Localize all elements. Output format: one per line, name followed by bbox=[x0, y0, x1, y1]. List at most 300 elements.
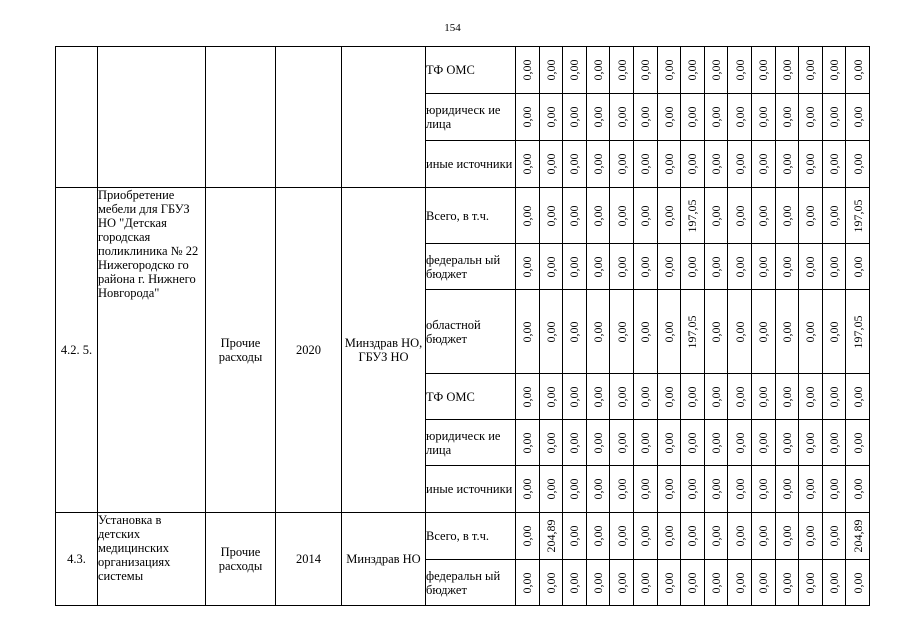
value-text: 0,00 bbox=[614, 106, 629, 128]
value-cell bbox=[610, 188, 634, 244]
value-cell bbox=[610, 47, 634, 94]
value-text: 0,00 bbox=[779, 153, 794, 175]
value-text: 0,00 bbox=[543, 153, 558, 175]
value-cell bbox=[704, 94, 728, 141]
value-cell bbox=[799, 141, 823, 188]
value-cell bbox=[728, 290, 752, 374]
value-cell bbox=[751, 560, 775, 606]
value-text: 0,00 bbox=[614, 478, 629, 500]
value-cell bbox=[610, 466, 634, 513]
value-text: 0,00 bbox=[638, 321, 653, 342]
value-text: 0,00 bbox=[614, 572, 629, 593]
value-text: 0,00 bbox=[614, 525, 629, 547]
value-cell bbox=[657, 141, 681, 188]
value-text: 0,00 bbox=[661, 106, 676, 128]
value-text: 0,00 bbox=[732, 432, 747, 453]
value-cell bbox=[586, 244, 610, 290]
value-text: 0,00 bbox=[827, 321, 842, 342]
value-cell bbox=[681, 374, 705, 420]
value-text: 0,00 bbox=[850, 59, 865, 81]
value-cell bbox=[728, 188, 752, 244]
value-text: 0,00 bbox=[520, 59, 535, 81]
value-cell bbox=[704, 560, 728, 606]
value-cell bbox=[799, 466, 823, 513]
value-cell bbox=[846, 94, 870, 141]
value-cell bbox=[633, 94, 657, 141]
value-cell bbox=[610, 560, 634, 606]
value-text: 0,00 bbox=[779, 205, 794, 226]
value-cell bbox=[586, 188, 610, 244]
value-text: 0,00 bbox=[850, 432, 865, 453]
value-text: 0,00 bbox=[850, 478, 865, 500]
item-number bbox=[56, 47, 98, 188]
value-text: 0,00 bbox=[543, 205, 558, 226]
value-cell bbox=[751, 141, 775, 188]
value-text: 0,00 bbox=[638, 256, 653, 277]
value-cell bbox=[516, 420, 540, 466]
value-cell bbox=[633, 374, 657, 420]
value-cell bbox=[728, 244, 752, 290]
value-text: 0,00 bbox=[685, 572, 700, 593]
value-cell bbox=[822, 141, 846, 188]
value-cell bbox=[657, 420, 681, 466]
value-text: 0,00 bbox=[827, 478, 842, 500]
expense-type: Прочие расходы bbox=[206, 513, 276, 606]
value-cell bbox=[586, 466, 610, 513]
value-text: 0,00 bbox=[591, 572, 606, 593]
value-cell bbox=[563, 420, 587, 466]
value-cell bbox=[728, 374, 752, 420]
value-cell bbox=[704, 141, 728, 188]
value-text: 0,00 bbox=[827, 386, 842, 407]
value-text: 0,00 bbox=[685, 106, 700, 128]
value-cell bbox=[704, 290, 728, 374]
value-text: 0,00 bbox=[803, 205, 818, 226]
value-cell bbox=[586, 513, 610, 560]
value-cell bbox=[586, 94, 610, 141]
value-cell bbox=[799, 47, 823, 94]
value-cell bbox=[657, 374, 681, 420]
value-cell bbox=[539, 374, 563, 420]
value-text: 0,00 bbox=[661, 256, 676, 277]
value-text: 0,00 bbox=[709, 478, 724, 500]
value-cell bbox=[751, 513, 775, 560]
value-text: 0,00 bbox=[756, 386, 771, 407]
value-text: 0,00 bbox=[732, 386, 747, 407]
value-text: 0,00 bbox=[638, 153, 653, 175]
value-cell bbox=[728, 420, 752, 466]
value-cell bbox=[586, 47, 610, 94]
value-text: 0,00 bbox=[756, 525, 771, 547]
value-text: 197,05 bbox=[850, 315, 865, 348]
value-text: 0,00 bbox=[709, 572, 724, 593]
value-text: 0,00 bbox=[591, 525, 606, 547]
value-text: 0,00 bbox=[685, 386, 700, 407]
value-text: 0,00 bbox=[638, 205, 653, 226]
value-text: 0,00 bbox=[543, 321, 558, 342]
value-text: 0,00 bbox=[591, 478, 606, 500]
value-cell bbox=[586, 141, 610, 188]
value-text: 0,00 bbox=[638, 59, 653, 81]
value-text: 0,00 bbox=[614, 205, 629, 226]
value-text: 0,00 bbox=[685, 256, 700, 277]
value-text: 0,00 bbox=[567, 478, 582, 500]
value-cell bbox=[563, 94, 587, 141]
value-text: 0,00 bbox=[638, 525, 653, 547]
value-text: 0,00 bbox=[709, 106, 724, 128]
value-cell bbox=[657, 513, 681, 560]
value-cell bbox=[775, 141, 799, 188]
value-cell bbox=[822, 420, 846, 466]
value-cell bbox=[775, 513, 799, 560]
value-cell bbox=[633, 420, 657, 466]
value-text: 197,05 bbox=[685, 199, 700, 232]
value-text: 0,00 bbox=[850, 256, 865, 277]
value-text: 0,00 bbox=[756, 478, 771, 500]
value-cell bbox=[657, 290, 681, 374]
funding-source: юридическ ие лица bbox=[426, 94, 516, 141]
value-text: 204,89 bbox=[850, 519, 865, 553]
value-cell bbox=[751, 47, 775, 94]
value-cell bbox=[799, 374, 823, 420]
value-cell bbox=[563, 290, 587, 374]
value-cell bbox=[704, 513, 728, 560]
value-text: 204,89 bbox=[543, 519, 558, 553]
value-cell bbox=[681, 47, 705, 94]
value-cell bbox=[704, 466, 728, 513]
value-cell bbox=[516, 466, 540, 513]
value-cell bbox=[516, 513, 540, 560]
value-cell bbox=[657, 188, 681, 244]
value-cell bbox=[539, 141, 563, 188]
value-text: 0,00 bbox=[661, 386, 676, 407]
value-text: 0,00 bbox=[779, 386, 794, 407]
value-cell bbox=[799, 188, 823, 244]
value-text: 0,00 bbox=[756, 153, 771, 175]
value-text: 0,00 bbox=[709, 386, 724, 407]
value-cell bbox=[586, 374, 610, 420]
executor: Минздрав НО, ГБУЗ НО bbox=[342, 188, 426, 513]
value-cell bbox=[846, 290, 870, 374]
value-text: 0,00 bbox=[567, 386, 582, 407]
value-text: 0,00 bbox=[520, 256, 535, 277]
value-text: 0,00 bbox=[779, 321, 794, 342]
value-text: 0,00 bbox=[614, 321, 629, 342]
value-cell bbox=[822, 94, 846, 141]
value-text: 197,05 bbox=[685, 315, 700, 348]
value-text: 0,00 bbox=[756, 59, 771, 81]
value-text: 0,00 bbox=[591, 321, 606, 342]
value-cell bbox=[633, 560, 657, 606]
value-text: 0,00 bbox=[567, 321, 582, 342]
value-text: 0,00 bbox=[732, 572, 747, 593]
value-text: 0,00 bbox=[567, 59, 582, 81]
value-text: 0,00 bbox=[732, 205, 747, 226]
funding-source: Всего, в т.ч. bbox=[426, 188, 516, 244]
value-cell bbox=[681, 94, 705, 141]
value-text: 0,00 bbox=[779, 572, 794, 593]
value-text: 0,00 bbox=[732, 59, 747, 81]
value-cell bbox=[586, 420, 610, 466]
value-text: 0,00 bbox=[543, 256, 558, 277]
value-text: 0,00 bbox=[756, 321, 771, 342]
funding-source: федеральн ый бюджет bbox=[426, 560, 516, 606]
value-text: 0,00 bbox=[591, 432, 606, 453]
value-cell bbox=[633, 513, 657, 560]
funding-source: Всего, в т.ч. bbox=[426, 513, 516, 560]
value-text: 0,00 bbox=[567, 153, 582, 175]
value-cell bbox=[563, 141, 587, 188]
value-cell bbox=[681, 290, 705, 374]
value-text: 0,00 bbox=[685, 432, 700, 453]
value-cell bbox=[610, 244, 634, 290]
value-text: 0,00 bbox=[661, 321, 676, 342]
value-cell bbox=[633, 188, 657, 244]
value-text: 0,00 bbox=[803, 478, 818, 500]
value-text: 0,00 bbox=[591, 205, 606, 226]
value-text: 0,00 bbox=[779, 106, 794, 128]
value-cell bbox=[516, 188, 540, 244]
value-text: 0,00 bbox=[779, 256, 794, 277]
value-text: 0,00 bbox=[520, 205, 535, 226]
value-text: 0,00 bbox=[709, 321, 724, 342]
value-cell bbox=[728, 466, 752, 513]
table-row bbox=[56, 513, 870, 560]
value-cell bbox=[751, 94, 775, 141]
value-text: 0,00 bbox=[685, 478, 700, 500]
value-text: 0,00 bbox=[803, 153, 818, 175]
value-cell bbox=[799, 420, 823, 466]
value-cell bbox=[681, 560, 705, 606]
value-text: 0,00 bbox=[732, 106, 747, 128]
value-cell bbox=[728, 560, 752, 606]
value-text: 0,00 bbox=[614, 59, 629, 81]
value-cell bbox=[657, 47, 681, 94]
value-text: 0,00 bbox=[614, 153, 629, 175]
value-cell bbox=[728, 47, 752, 94]
value-cell bbox=[704, 420, 728, 466]
value-text: 0,00 bbox=[827, 106, 842, 128]
value-cell bbox=[728, 141, 752, 188]
value-text: 0,00 bbox=[520, 525, 535, 547]
value-text: 0,00 bbox=[732, 256, 747, 277]
item-number: 4.2. 5. bbox=[56, 188, 98, 513]
value-text: 0,00 bbox=[567, 205, 582, 226]
value-text: 0,00 bbox=[685, 153, 700, 175]
value-text: 0,00 bbox=[756, 106, 771, 128]
value-cell bbox=[657, 244, 681, 290]
value-text: 0,00 bbox=[709, 59, 724, 81]
value-cell bbox=[633, 466, 657, 513]
value-cell bbox=[846, 244, 870, 290]
value-cell bbox=[681, 141, 705, 188]
value-cell bbox=[775, 420, 799, 466]
value-text: 0,00 bbox=[756, 432, 771, 453]
funding-source: иные источники bbox=[426, 141, 516, 188]
value-text: 0,00 bbox=[661, 205, 676, 226]
value-cell bbox=[751, 290, 775, 374]
table-row bbox=[56, 188, 870, 244]
value-text: 0,00 bbox=[732, 478, 747, 500]
value-cell bbox=[586, 560, 610, 606]
value-text: 197,05 bbox=[850, 199, 865, 232]
value-cell bbox=[610, 374, 634, 420]
value-text: 0,00 bbox=[803, 525, 818, 547]
value-text: 0,00 bbox=[685, 59, 700, 81]
value-cell bbox=[681, 244, 705, 290]
value-cell bbox=[846, 560, 870, 606]
value-text: 0,00 bbox=[543, 106, 558, 128]
value-text: 0,00 bbox=[567, 525, 582, 547]
value-cell bbox=[539, 188, 563, 244]
value-cell bbox=[516, 141, 540, 188]
value-cell bbox=[681, 188, 705, 244]
value-cell bbox=[751, 466, 775, 513]
value-cell bbox=[633, 47, 657, 94]
value-cell bbox=[681, 466, 705, 513]
value-text: 0,00 bbox=[520, 432, 535, 453]
value-text: 0,00 bbox=[709, 432, 724, 453]
funding-source: областной бюджет bbox=[426, 290, 516, 374]
value-cell bbox=[775, 244, 799, 290]
value-text: 0,00 bbox=[661, 432, 676, 453]
value-text: 0,00 bbox=[567, 572, 582, 593]
executor: Минздрав НО bbox=[342, 513, 426, 606]
value-text: 0,00 bbox=[709, 525, 724, 547]
value-text: 0,00 bbox=[779, 525, 794, 547]
value-text: 0,00 bbox=[543, 432, 558, 453]
value-text: 0,00 bbox=[661, 153, 676, 175]
value-text: 0,00 bbox=[543, 572, 558, 593]
value-text: 0,00 bbox=[614, 256, 629, 277]
value-cell bbox=[799, 513, 823, 560]
value-cell bbox=[728, 513, 752, 560]
value-cell bbox=[516, 94, 540, 141]
value-cell bbox=[586, 290, 610, 374]
value-text: 0,00 bbox=[685, 525, 700, 547]
value-text: 0,00 bbox=[520, 386, 535, 407]
value-cell bbox=[516, 244, 540, 290]
value-text: 0,00 bbox=[803, 106, 818, 128]
value-text: 0,00 bbox=[520, 478, 535, 500]
value-cell bbox=[822, 244, 846, 290]
value-text: 0,00 bbox=[803, 572, 818, 593]
expense-type: Прочие расходы bbox=[206, 188, 276, 513]
value-cell bbox=[539, 560, 563, 606]
value-cell bbox=[822, 47, 846, 94]
value-cell bbox=[539, 47, 563, 94]
value-cell bbox=[751, 188, 775, 244]
value-cell bbox=[516, 560, 540, 606]
value-text: 0,00 bbox=[543, 59, 558, 81]
value-text: 0,00 bbox=[591, 386, 606, 407]
value-text: 0,00 bbox=[614, 432, 629, 453]
funding-source: ТФ ОМС bbox=[426, 374, 516, 420]
value-text: 0,00 bbox=[638, 432, 653, 453]
value-text: 0,00 bbox=[661, 59, 676, 81]
value-text: 0,00 bbox=[732, 525, 747, 547]
value-text: 0,00 bbox=[543, 478, 558, 500]
value-text: 0,00 bbox=[803, 59, 818, 81]
value-cell bbox=[633, 141, 657, 188]
value-cell bbox=[822, 513, 846, 560]
value-cell bbox=[563, 560, 587, 606]
funding-table bbox=[55, 46, 870, 606]
value-text: 0,00 bbox=[827, 256, 842, 277]
value-cell bbox=[775, 560, 799, 606]
value-cell bbox=[657, 560, 681, 606]
value-cell bbox=[775, 290, 799, 374]
value-cell bbox=[610, 94, 634, 141]
value-text: 0,00 bbox=[756, 572, 771, 593]
value-text: 0,00 bbox=[567, 106, 582, 128]
value-text: 0,00 bbox=[591, 256, 606, 277]
value-text: 0,00 bbox=[591, 59, 606, 81]
value-text: 0,00 bbox=[520, 153, 535, 175]
value-cell bbox=[751, 244, 775, 290]
value-text: 0,00 bbox=[567, 256, 582, 277]
year: 2020 bbox=[276, 188, 342, 513]
value-text: 0,00 bbox=[827, 525, 842, 547]
expense-type bbox=[206, 47, 276, 188]
year: 2014 bbox=[276, 513, 342, 606]
value-text: 0,00 bbox=[661, 478, 676, 500]
value-text: 0,00 bbox=[661, 525, 676, 547]
value-cell bbox=[563, 47, 587, 94]
value-text: 0,00 bbox=[756, 205, 771, 226]
value-cell bbox=[704, 374, 728, 420]
value-cell bbox=[846, 466, 870, 513]
value-cell bbox=[657, 466, 681, 513]
value-text: 0,00 bbox=[709, 256, 724, 277]
value-text: 0,00 bbox=[827, 59, 842, 81]
value-text: 0,00 bbox=[520, 572, 535, 593]
value-cell bbox=[822, 560, 846, 606]
value-cell bbox=[539, 513, 563, 560]
funding-source: ТФ ОМС bbox=[426, 47, 516, 94]
value-cell bbox=[799, 560, 823, 606]
value-cell bbox=[539, 466, 563, 513]
value-cell bbox=[846, 374, 870, 420]
value-cell bbox=[539, 244, 563, 290]
value-cell bbox=[657, 94, 681, 141]
value-text: 0,00 bbox=[850, 106, 865, 128]
page-number: 154 bbox=[444, 22, 461, 34]
value-cell bbox=[799, 244, 823, 290]
value-cell bbox=[610, 420, 634, 466]
year bbox=[276, 47, 342, 188]
value-text: 0,00 bbox=[709, 205, 724, 226]
value-text: 0,00 bbox=[638, 386, 653, 407]
value-cell bbox=[775, 94, 799, 141]
value-text: 0,00 bbox=[732, 321, 747, 342]
value-text: 0,00 bbox=[638, 572, 653, 593]
value-cell bbox=[681, 513, 705, 560]
value-cell bbox=[704, 244, 728, 290]
value-cell bbox=[633, 244, 657, 290]
value-text: 0,00 bbox=[591, 106, 606, 128]
value-cell bbox=[539, 290, 563, 374]
value-cell bbox=[681, 420, 705, 466]
value-cell bbox=[799, 290, 823, 374]
value-text: 0,00 bbox=[732, 153, 747, 175]
value-text: 0,00 bbox=[827, 572, 842, 593]
value-text: 0,00 bbox=[850, 572, 865, 593]
value-cell bbox=[846, 513, 870, 560]
value-text: 0,00 bbox=[779, 59, 794, 81]
value-text: 0,00 bbox=[803, 432, 818, 453]
table-row bbox=[56, 47, 870, 94]
